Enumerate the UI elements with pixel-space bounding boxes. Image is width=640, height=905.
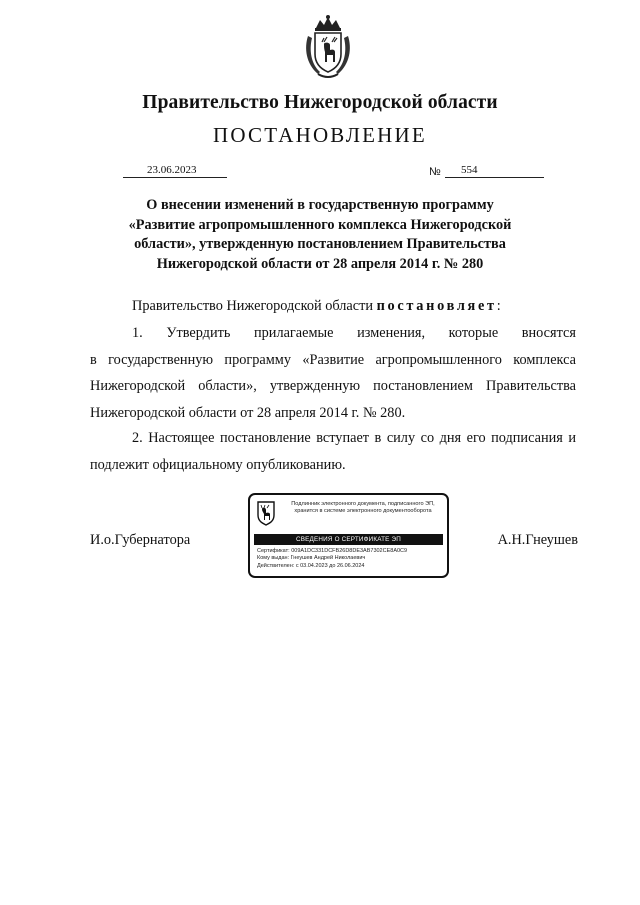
subject-line: Нижегородской области от 28 апреля 2014 г. № 280 — [156, 255, 484, 272]
intro-colon: : — [496, 298, 501, 314]
subject-line: О внесении изменений в государственную программу — [146, 197, 494, 213]
issued-to-row — [257, 555, 407, 562]
coat-of-arms-icon — [302, 14, 354, 80]
document-type: ПОСТАНОВЛЕНИЕ — [213, 123, 427, 147]
signer-title: И.о.Губернатора — [90, 532, 191, 548]
issued-to-label: Кому выдан: — [257, 555, 290, 562]
certificate-value: 009A1DC331DCFB26D8DE3AB7302CE8A0C9 — [291, 548, 408, 554]
paragraph-2-text: 2. Настоящее постановление вступает в силу со дня его подписания и подлежит официальному опубликованию. — [90, 430, 576, 473]
validity-label: Действителен: — [257, 562, 295, 569]
deer-shield-icon — [256, 500, 276, 526]
resolves-word: постановляет — [376, 298, 497, 314]
p1-word: которые — [448, 325, 499, 341]
validity-row — [257, 563, 407, 570]
paragraph-1-first-line — [90, 320, 576, 347]
p1-word: изменения, — [357, 325, 426, 341]
stamp-header — [280, 501, 446, 515]
stamp-header-line: хранится в системе электронного документооборота — [294, 508, 432, 514]
p1-word: 1. — [132, 325, 143, 341]
document-subject — [90, 196, 550, 274]
p1-word: Утвердить — [166, 325, 231, 341]
intro-text: Правительство Нижегородской области — [132, 298, 373, 314]
certificate-label: Сертификат: — [257, 548, 290, 554]
validity-value: с 03.04.2023 до 26.06.2024 — [295, 562, 365, 569]
paragraph-1 — [90, 320, 576, 426]
p1-word: вносятся — [521, 325, 576, 341]
p1-word: прилагаемые — [254, 325, 334, 341]
signer-name: А.Н.Гнеушев — [497, 532, 578, 548]
issued-to-value: Гнеушев Андрей Николаевич — [290, 555, 366, 562]
stamp-title-bar: СВЕДЕНИЯ О СЕРТИФИКАТЕ ЭП — [254, 534, 443, 545]
subject-line: области», утвержденную постановлением Правительства — [134, 236, 506, 252]
paragraph-1-rest: в государственную программу «Развитие агропромышленного комплекса Нижегородской области», утвержденную постановлением Правительства Нижегородской области от 28 апреля 2014 г. № 280. — [90, 351, 576, 421]
resolution-intro — [132, 298, 501, 315]
document-date: 23.06.2023 — [123, 164, 227, 178]
organization-title: Правительство Нижегородской области — [142, 92, 498, 113]
paragraph-2 — [90, 425, 576, 478]
electronic-signature-stamp — [248, 493, 449, 578]
document-number: 554 — [445, 164, 544, 178]
stamp-details — [257, 548, 407, 570]
stamp-header-line: Подлинник электронного документа, подписанного ЭП, — [291, 501, 435, 507]
number-label: № — [429, 166, 441, 178]
subject-line: «Развитие агропромышленного комплекса Нижегородской — [128, 216, 512, 233]
